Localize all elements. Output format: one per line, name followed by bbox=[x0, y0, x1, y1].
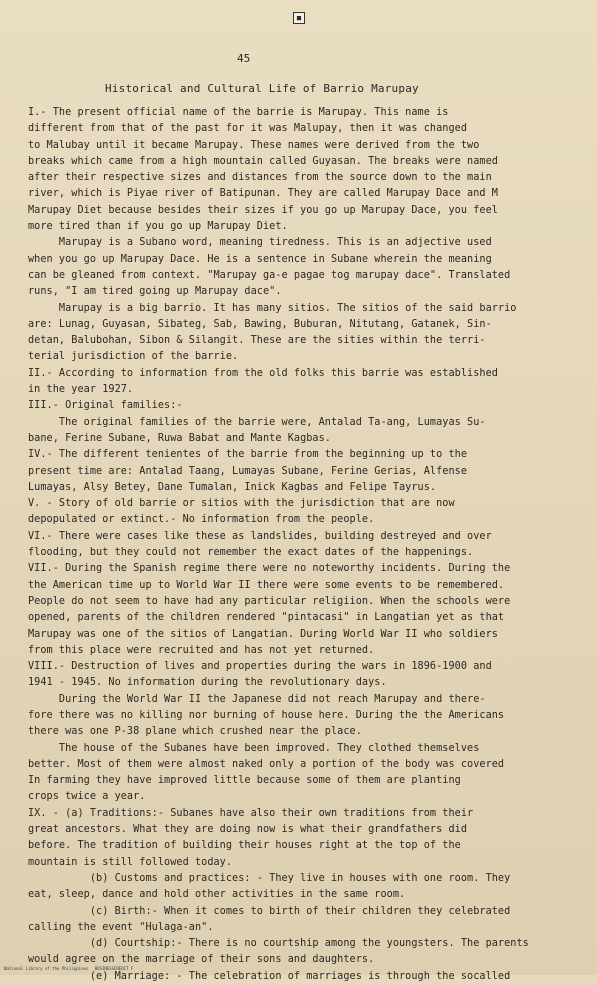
text-line: before. The tradition of building their houses right at the top of the bbox=[28, 840, 461, 852]
text-line: great ancestors. What they are doing now is what their grandfathers did bbox=[28, 824, 468, 836]
text-line: I.- The present official name of the barrie is Marupay. This name is bbox=[28, 107, 449, 118]
text-line: IX. - (a) Traditions:- Subanes have also their own traditions from their bbox=[28, 807, 474, 819]
text-line: better. Most of them were almost naked only a portion of the body was covered bbox=[28, 758, 505, 770]
text-line: VII.- During the Spanish regime there were no noteworthy incidents. During the bbox=[28, 563, 511, 575]
text-line: III.- Original families:- bbox=[28, 400, 183, 412]
footer-right: BUSINESSCREDIT F bbox=[94, 966, 134, 971]
text-line: different from that of the past for it was Malupay, then it was changed bbox=[28, 123, 468, 135]
text-line: in the year 1927. bbox=[28, 384, 134, 396]
text-line: are: Lunag, Guyasan, Sibateg, Sab, Bawing, Buburan, Nitutang, Gatanek, Sin- bbox=[28, 318, 492, 330]
text-line: (d) Courtship:- There is no courtship among the youngsters. The parents bbox=[28, 938, 529, 950]
text-line: VIII.- Destruction of lives and properties during the wars in 1896-1900 and bbox=[28, 661, 492, 673]
text-line: II.- According to information from the old folks this barrie was established bbox=[28, 367, 498, 379]
text-line: Marupay Diet because besides their sizes if you go up Marupay Dace, you feel bbox=[28, 204, 498, 216]
square-stamp-icon: ■ bbox=[293, 12, 305, 24]
text-line: from this place were recruited and has not yet returned. bbox=[28, 644, 375, 656]
text-line: People do not seem to have had any particular religiion. When the schools were bbox=[28, 595, 511, 607]
text-line: In farming they have improved little because some of them are planting bbox=[28, 775, 461, 787]
text-line: bane, Ferine Subane, Ruwa Babat and Mante Kagbas. bbox=[28, 432, 331, 444]
text-line: (c) Birth:- When it comes to birth of their children they celebrated bbox=[28, 905, 511, 917]
text-line: flooding, but they could not remember the exact dates of the happenings. bbox=[28, 547, 474, 559]
text-line: present time are: Antalad Taang, Lumayas Subane, Ferine Gerias, Alfense bbox=[28, 465, 468, 477]
text-line: fore there was no killing nor burning of house here. During the the Americans bbox=[28, 709, 505, 721]
text-line: runs, "I am tired going up Marupay dace". bbox=[28, 286, 282, 298]
document-title: Historical and Cultural Life of Barrio Marupay bbox=[105, 82, 419, 95]
text-line: 1941 - 1945. No information during the revolutionary days. bbox=[28, 677, 387, 689]
text-line: eat, sleep, dance and hold other activities in the same room. bbox=[28, 889, 406, 901]
text-line: terial jurisdiction of the barrie. bbox=[28, 351, 239, 363]
text-line: when you go up Marupay Dace. He is a sentence in Subane wherein the meaning bbox=[28, 253, 492, 265]
text-line: The house of the Subanes have been improved. They clothed themselves bbox=[28, 742, 480, 754]
page-number: 45 bbox=[237, 52, 251, 65]
text-line: Marupay was one of the sitios of Langatian. During World War II who soldiers bbox=[28, 628, 498, 640]
text-line: mountain is still followed today. bbox=[28, 856, 233, 868]
text-line: can be gleaned from context. "Marupay ga-e pagae tog marupay dace". Translated bbox=[28, 269, 511, 281]
text-line: The original families of the barrie were, Antalad Ta-ang, Lumayas Su- bbox=[28, 416, 486, 428]
text-line: would agree on the marriage of their sons and daughters. bbox=[28, 954, 375, 966]
text-line: after their respective sizes and distances from the source down to the main bbox=[28, 172, 492, 184]
text-line: river, which is Piyae river of Batipunan. They are called Marupay Dace and M bbox=[28, 188, 498, 200]
document-body bbox=[28, 105, 578, 985]
text-line: the American time up to World War II there were some events to be remembered. bbox=[28, 579, 505, 591]
footer bbox=[0, 966, 597, 975]
text-line: Marupay is a Subano word, meaning tiredness. This is an adjective used bbox=[28, 237, 492, 249]
text-line: calling the event "Hulaga-an". bbox=[28, 921, 214, 933]
text-line: (e) Marriage: - The celebration of marriages is through the socalled bbox=[28, 970, 511, 982]
text-line: (b) Customs and practices: - They live in houses with one room. They bbox=[28, 872, 511, 884]
text-line: there was one P-38 plane which crushed near the place. bbox=[28, 726, 362, 738]
text-line: V. - Story of old barrie or sitios with the jurisdiction that are now bbox=[28, 498, 455, 510]
text-line: opened, parents of the children rendered "pintacasi" in Langatian yet as that bbox=[28, 612, 505, 624]
text-line: Lumayas, Alsy Betey, Dane Tumalan, Inick Kagbas and Felipe Tayrus. bbox=[28, 481, 437, 493]
footer-left: National Library of the Philippines bbox=[4, 966, 89, 971]
text-line: breaks which came from a high mountain called Guyasan. The breaks were named bbox=[28, 155, 498, 167]
text-line: depopulated or extinct.- No information from the people. bbox=[28, 514, 375, 526]
text-line: VI.- There were cases like these as landslides, building destreyed and over bbox=[28, 530, 492, 542]
text-line: detan, Balubohan, Sibon & Silangit. These are the sities within the terri- bbox=[28, 335, 486, 347]
text-line: Marupay is a big barrio. It has many sitios. The sitios of the said barrio bbox=[28, 302, 517, 314]
text-line: crops twice a year. bbox=[28, 791, 146, 803]
text-line: to Malubay until it became Marupay. These names were derived from the two bbox=[28, 139, 480, 151]
text-line: more tired than if you go up Marupay Diet. bbox=[28, 221, 288, 233]
text-line: During the World War II the Japanese did not reach Marupay and there- bbox=[28, 693, 486, 705]
text-line: IV.- The different tenientes of the barrie from the beginning up to the bbox=[28, 449, 468, 461]
